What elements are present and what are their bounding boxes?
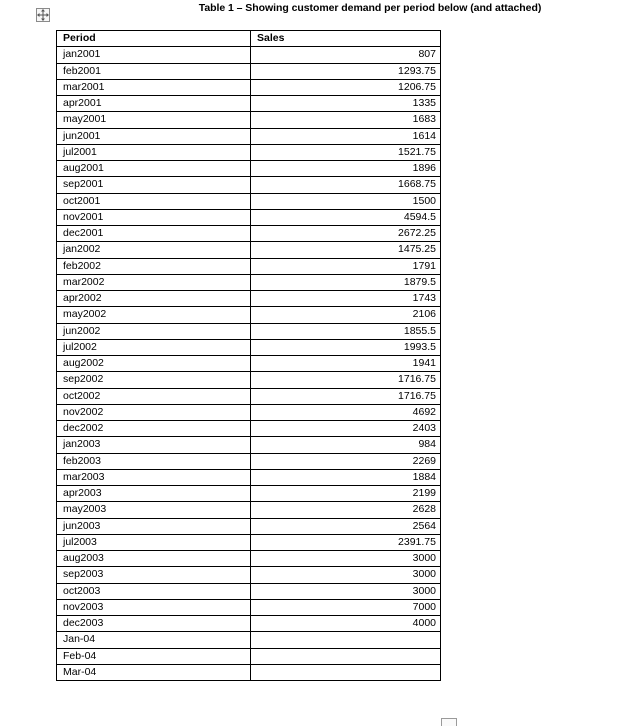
four-way-arrow-icon: [37, 9, 49, 21]
table-row: [57, 632, 441, 648]
sales-cell: 3000: [251, 551, 441, 567]
sales-cell: 1743: [251, 291, 441, 307]
table-row: [57, 291, 441, 307]
table-row: [57, 599, 441, 615]
table-row: [57, 502, 441, 518]
table-row: [57, 583, 441, 599]
table-row: [57, 144, 441, 160]
table-row: [57, 616, 441, 632]
period-cell: apr2003: [57, 486, 251, 502]
table-row: [57, 648, 441, 664]
sales-cell: 1791: [251, 258, 441, 274]
table-row: [57, 567, 441, 583]
period-cell: mar2002: [57, 274, 251, 290]
table-row: [57, 421, 441, 437]
header-sales: Sales: [251, 31, 441, 47]
period-cell: jul2002: [57, 339, 251, 355]
table-row: [57, 47, 441, 63]
period-cell: mar2001: [57, 79, 251, 95]
table-row: [57, 551, 441, 567]
period-cell: apr2001: [57, 96, 251, 112]
sales-cell: 4692: [251, 404, 441, 420]
period-cell: dec2002: [57, 421, 251, 437]
sales-cell: 1879.5: [251, 274, 441, 290]
sales-cell: 3000: [251, 583, 441, 599]
demand-table: [56, 30, 441, 681]
table-row: [57, 193, 441, 209]
table-row: [57, 437, 441, 453]
period-cell: feb2002: [57, 258, 251, 274]
table-header-row: [57, 31, 441, 47]
sales-cell: 1884: [251, 469, 441, 485]
sales-cell: 3000: [251, 567, 441, 583]
sales-cell: 2106: [251, 307, 441, 323]
period-cell: aug2002: [57, 356, 251, 372]
period-cell: nov2001: [57, 209, 251, 225]
period-cell: apr2002: [57, 291, 251, 307]
table-row: [57, 404, 441, 420]
period-cell: oct2002: [57, 388, 251, 404]
table-row: [57, 161, 441, 177]
sales-cell: 1993.5: [251, 339, 441, 355]
sales-cell: 2672.25: [251, 226, 441, 242]
table-row: [57, 307, 441, 323]
period-cell: may2001: [57, 112, 251, 128]
period-cell: oct2001: [57, 193, 251, 209]
table-row: [57, 96, 441, 112]
table-row: [57, 664, 441, 680]
period-cell: may2002: [57, 307, 251, 323]
period-cell: jun2003: [57, 518, 251, 534]
table-row: [57, 469, 441, 485]
period-cell: aug2001: [57, 161, 251, 177]
table-row: [57, 63, 441, 79]
sales-cell: 4594.5: [251, 209, 441, 225]
table-row: [57, 226, 441, 242]
sales-cell: 807: [251, 47, 441, 63]
table-row: [57, 372, 441, 388]
table-row: [57, 356, 441, 372]
sales-cell: 1500: [251, 193, 441, 209]
period-cell: dec2003: [57, 616, 251, 632]
period-cell: dec2001: [57, 226, 251, 242]
period-cell: nov2002: [57, 404, 251, 420]
table-caption: Table 1 – Showing customer demand per period below (and attached): [198, 2, 542, 14]
sales-cell: 2564: [251, 518, 441, 534]
period-cell: Mar-04: [57, 664, 251, 680]
table-row: [57, 128, 441, 144]
period-cell: jun2001: [57, 128, 251, 144]
sales-cell: 1716.75: [251, 372, 441, 388]
table-body: [57, 47, 441, 681]
table-row: [57, 79, 441, 95]
sales-cell: 2199: [251, 486, 441, 502]
sales-cell: 2391.75: [251, 534, 441, 550]
period-cell: Jan-04: [57, 632, 251, 648]
table-row: [57, 112, 441, 128]
sales-cell: [251, 648, 441, 664]
period-cell: nov2003: [57, 599, 251, 615]
sales-cell: 2628: [251, 502, 441, 518]
sales-cell: 1668.75: [251, 177, 441, 193]
table-row: [57, 388, 441, 404]
sales-cell: 1335: [251, 96, 441, 112]
sales-cell: 1614: [251, 128, 441, 144]
period-cell: jan2002: [57, 242, 251, 258]
sales-cell: [251, 632, 441, 648]
table-row: [57, 242, 441, 258]
period-cell: sep2002: [57, 372, 251, 388]
sales-cell: 1941: [251, 356, 441, 372]
sales-cell: [251, 664, 441, 680]
sales-cell: 4000: [251, 616, 441, 632]
sales-cell: 2269: [251, 453, 441, 469]
sales-cell: 2403: [251, 421, 441, 437]
sales-cell: 1716.75: [251, 388, 441, 404]
sales-cell: 1293.75: [251, 63, 441, 79]
period-cell: feb2003: [57, 453, 251, 469]
period-cell: jan2001: [57, 47, 251, 63]
table-row: [57, 486, 441, 502]
sales-cell: 1521.75: [251, 144, 441, 160]
sales-cell: 1206.75: [251, 79, 441, 95]
sales-cell: 1896: [251, 161, 441, 177]
header-period: Period: [57, 31, 251, 47]
period-cell: oct2003: [57, 583, 251, 599]
table-row: [57, 453, 441, 469]
period-cell: sep2003: [57, 567, 251, 583]
period-cell: may2003: [57, 502, 251, 518]
table-row: [57, 209, 441, 225]
sales-cell: 7000: [251, 599, 441, 615]
sales-cell: 1475.25: [251, 242, 441, 258]
period-cell: feb2001: [57, 63, 251, 79]
table-move-handle[interactable]: [36, 8, 50, 22]
table-resize-handle[interactable]: [441, 718, 457, 726]
period-cell: Feb-04: [57, 648, 251, 664]
table-row: [57, 177, 441, 193]
table-row: [57, 274, 441, 290]
sales-cell: 1683: [251, 112, 441, 128]
period-cell: jun2002: [57, 323, 251, 339]
table-row: [57, 534, 441, 550]
table-row: [57, 518, 441, 534]
table-row: [57, 339, 441, 355]
period-cell: jul2001: [57, 144, 251, 160]
period-cell: jul2003: [57, 534, 251, 550]
period-cell: aug2003: [57, 551, 251, 567]
period-cell: mar2003: [57, 469, 251, 485]
table-row: [57, 323, 441, 339]
table-row: [57, 258, 441, 274]
sales-cell: 984: [251, 437, 441, 453]
period-cell: jan2003: [57, 437, 251, 453]
sales-cell: 1855.5: [251, 323, 441, 339]
period-cell: sep2001: [57, 177, 251, 193]
